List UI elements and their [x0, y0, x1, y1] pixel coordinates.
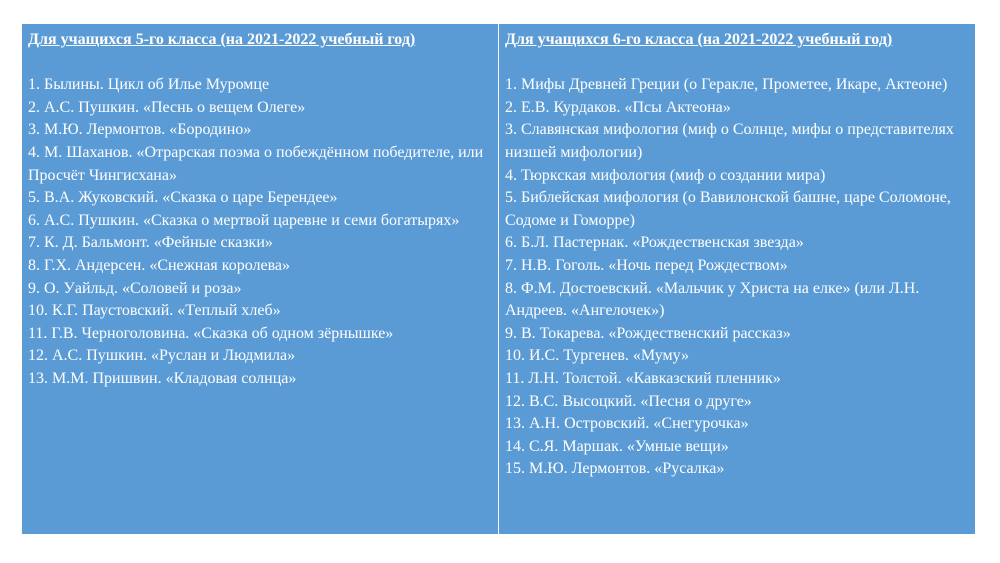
- list-item: 8. Ф.М. Достоевский. «Мальчик у Христа на елке» (или Л.Н. Андреев. «Ангелочек»): [505, 279, 920, 320]
- list-item: 11. Л.Н. Толстой. «Кавказский пленник»: [505, 369, 781, 387]
- grade-6-title: Для учащихся 6-го класса (на 2021-2022 учебный год): [505, 31, 893, 48]
- list-item: 8. Г.Х. Андерсен. «Снежная королева»: [28, 256, 291, 274]
- list-item: 10. К.Г. Паустовский. «Теплый хлеб»: [28, 302, 281, 320]
- list-item: 11. Г.В. Черноголовина. «Сказка об одном зёрнышке»: [28, 324, 394, 342]
- list-item: 12. В.С. Высоцкий. «Песня о друге»: [505, 392, 752, 410]
- list-item: 4. М. Шаханов. «Отрарская поэма о побеждённом победителе, или Просчёт Чингисхана»: [28, 143, 484, 184]
- list-item: 1. Мифы Древней Греции (о Геракле, Прометее, Икаре, Актеоне): [505, 76, 948, 94]
- list-item: 9. В. Токарева. «Рождественский рассказ»: [505, 324, 791, 342]
- list-item: 1. Былины. Цикл об Илье Муромце: [28, 76, 270, 94]
- list-item: 3. Славянская мифология (миф о Солнце, мифы о представителях низшей мифологии): [505, 121, 954, 161]
- list-item: 3. М.Ю. Лермонтов. «Бородино»: [28, 121, 252, 139]
- list-item: 10. И.С. Тургенев. «Муму»: [505, 347, 690, 365]
- list-item: 6. А.С. Пушкин. «Сказка о мертвой царевне и семи богатырях»: [28, 211, 460, 229]
- list-item: 6. Б.Л. Пастернак. «Рождественская звезда»: [505, 234, 804, 252]
- spacer: [28, 52, 492, 75]
- list-item: 4. Тюркская мифология (миф о создании мира): [505, 166, 826, 184]
- list-item: 5. Библейская мифология (о Вавилонской башне, царе Соломоне, Содоме и Гоморре): [505, 189, 951, 229]
- list-item: 15. М.Ю. Лермонтов. «Русалка»: [505, 460, 725, 478]
- list-item: 2. А.С. Пушкин. «Песнь о вещем Олеге»: [28, 98, 306, 116]
- grade-6-column: [498, 24, 975, 534]
- grade-5-column: [22, 24, 498, 534]
- list-item: 9. О. Уайльд. «Соловей и роза»: [28, 279, 242, 297]
- list-item: 7. К. Д. Бальмонт. «Фейные сказки»: [28, 234, 273, 252]
- grade-5-title: Для учащихся 5-го класса (на 2021-2022 учебный год): [28, 31, 416, 48]
- list-item: 2. Е.В. Курдаков. «Псы Актеона»: [505, 98, 731, 116]
- list-item: 12. А.С. Пушкин. «Руслан и Людмила»: [28, 347, 296, 365]
- list-item: 13. М.М. Пришвин. «Кладовая солнца»: [28, 369, 297, 387]
- list-item: 14. С.Я. Маршак. «Умные вещи»: [505, 437, 729, 455]
- list-item: 13. А.Н. Островский. «Снегурочка»: [505, 415, 749, 433]
- grade-6-list: [505, 74, 969, 481]
- spacer: [505, 52, 969, 75]
- reading-list-table: [22, 24, 975, 534]
- list-item: 5. В.А. Жуковский. «Сказка о царе Берендее»: [28, 189, 338, 207]
- list-item: 7. Н.В. Гоголь. «Ночь перед Рождеством»: [505, 256, 788, 274]
- grade-5-list: [28, 74, 492, 390]
